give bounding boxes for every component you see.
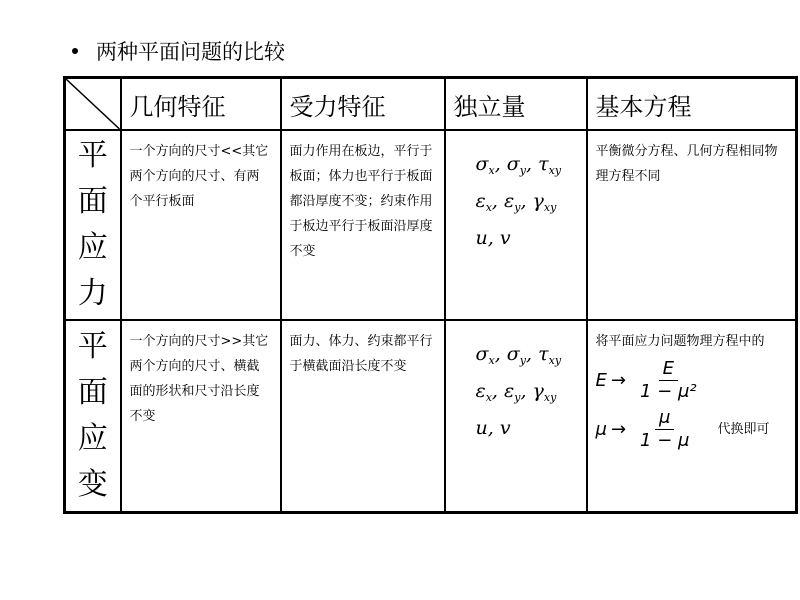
formula-mu: μ → $\frac{\mu}{1 - \mu}$ 代换即可 [595, 407, 770, 451]
swap-note: 代换即可 [717, 422, 770, 437]
stress-vars: $\sigma_x$, $\sigma_y$, $\tau_{xy}$ [475, 153, 562, 177]
stress-vars: $\sigma_x$, $\sigma_y$, $\tau_{xy}$ [475, 343, 562, 367]
disp-vars: u, v [475, 417, 511, 439]
comparison-table [63, 76, 798, 514]
corner-cell [65, 78, 121, 131]
cell-independent [445, 130, 587, 320]
arrow-icon: → [610, 419, 627, 440]
disp-vars: u, v [475, 227, 511, 249]
arrow-icon: → [610, 370, 626, 391]
slide-heading [72, 36, 285, 66]
strain-vars: $\varepsilon_x$, $\varepsilon_y$, $\gamma_{xy}$ [475, 190, 557, 214]
col-header-equations: 基本方程 [587, 78, 797, 131]
row-title-plane-strain: 平 面 应 变 [65, 320, 121, 513]
equations-text: 将平面应力问题物理方程中的 [595, 334, 765, 349]
cell-independent [445, 320, 587, 513]
cell-equations [587, 320, 797, 513]
diagonal-line-icon [66, 79, 120, 129]
col-header-geometry: 几何特征 [121, 78, 281, 131]
row-title-plane-stress: 平 面 应 力 [65, 130, 121, 320]
cell-geometry: 一个方向的尺寸>>其它两个方向的尺寸、横截面的形状和尺寸沿长度不变 [121, 320, 281, 513]
header-row [65, 78, 797, 131]
strain-vars: $\varepsilon_x$, $\varepsilon_y$, $\gamma_{xy}$ [475, 380, 557, 404]
col-header-force: 受力特征 [281, 78, 445, 131]
cell-force: 面力、体力、约束都平行于横截面沿长度不变 [281, 320, 445, 513]
formula-E: E → $\frac{E}{\text{1 − μ²}}$ [595, 358, 697, 402]
heading-text: 两种平面问题的比较 [96, 40, 285, 64]
cell-force: 面力作用在板边，平行于板面；体力也平行于板面都沿厚度不变；约束作用于板边平行于板面沿厚度不变 [281, 130, 445, 320]
bullet-icon [72, 48, 78, 54]
cell-geometry: 一个方向的尺寸<<其它两个方向的尺寸、有两个平行板面 [121, 130, 281, 320]
row-plane-stress [65, 130, 797, 320]
cell-equations: 平衡微分方程、几何方程相同物理方程不同 [587, 130, 797, 320]
col-header-independent: 独立量 [445, 78, 587, 131]
row-plane-strain [65, 320, 797, 513]
